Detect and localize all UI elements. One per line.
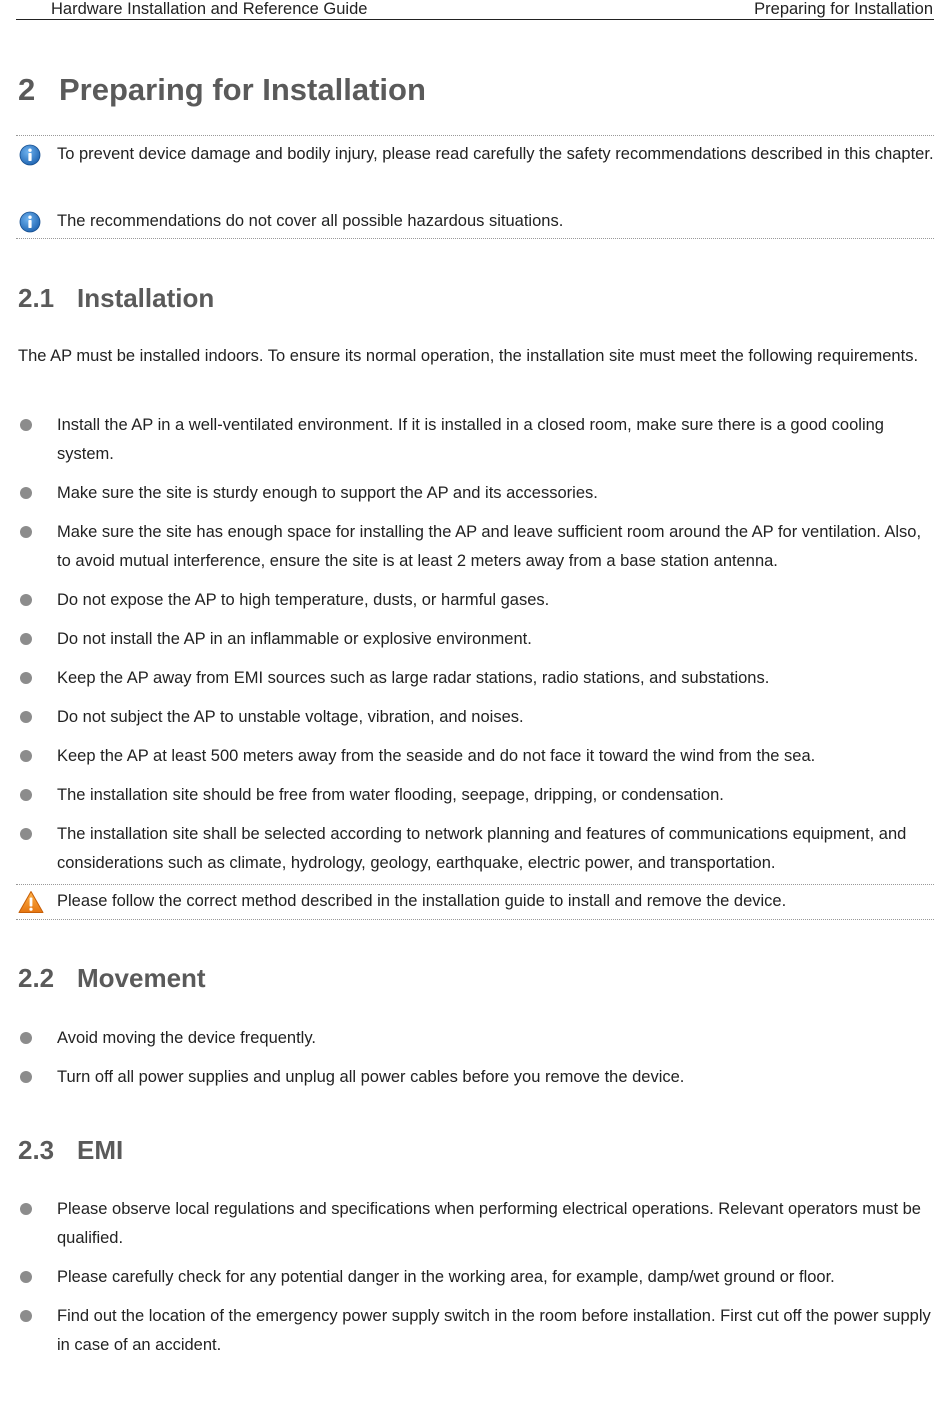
bullet-icon <box>20 1032 32 1044</box>
bullet-icon <box>20 1203 32 1215</box>
list-item-text: Make sure the site has enough space for installing the AP and leave sufficient room around the AP for ventilation. Also, to avoid mutual interference, ensure the site is at least 2 meters away from a base station antenna. <box>57 523 922 570</box>
section-number: 2.1 <box>18 283 55 313</box>
warning-item <box>16 887 934 916</box>
list-item <box>18 411 934 469</box>
list-item <box>18 1063 934 1092</box>
section-heading-movement <box>18 961 206 995</box>
list-item-text: Please carefully check for any potential danger in the working area, for example, damp/wet ground or floor. <box>57 1268 835 1286</box>
bullet-icon <box>20 828 32 840</box>
bullet-icon <box>20 1310 32 1322</box>
list-item-text: Do not subject the AP to unstable voltage, vibration, and noises. <box>57 708 524 726</box>
list-item <box>18 1263 934 1292</box>
bullet-icon <box>20 711 32 723</box>
list-item-text: The installation site shall be selected according to network planning and features of communications equipment, and considerations such as climate, hydrology, geology, earthquake, electric power, and transportation. <box>57 825 907 872</box>
list-item-text: Avoid moving the device frequently. <box>57 1029 316 1047</box>
list-item <box>18 1195 934 1253</box>
header-doc-title: Hardware Installation and Reference Guide <box>51 0 368 18</box>
list-item <box>18 781 934 810</box>
warning-icon <box>18 890 44 914</box>
list-item-text: The installation site should be free from water flooding, seepage, dripping, or condensation. <box>57 786 724 804</box>
list-item-text: Please observe local regulations and specifications when performing electrical operations. Relevant operators must be qualified. <box>57 1200 921 1247</box>
list-item-text: Do not expose the AP to high temperature, dusts, or harmful gases. <box>57 591 550 609</box>
note-item <box>16 207 934 236</box>
list-item-text: Keep the AP away from EMI sources such as large radar stations, radio stations, and substations. <box>57 669 770 687</box>
list-item <box>18 479 934 508</box>
note-text: The recommendations do not cover all possible hazardous situations. <box>57 212 564 230</box>
bullet-icon <box>20 1071 32 1083</box>
list-item-text: Turn off all power supplies and unplug all power cables before you remove the device. <box>57 1068 685 1086</box>
list-item-text: Install the AP in a well-ventilated environment. If it is installed in a closed room, make sure there is a good cooling system. <box>57 416 884 463</box>
bullet-icon <box>20 750 32 762</box>
info-icon <box>19 211 41 233</box>
note-item <box>16 140 934 169</box>
bullet-icon <box>20 672 32 684</box>
note-text: To prevent device damage and bodily injury, please read carefully the safety recommendations described in this chapter. <box>57 145 934 163</box>
section-heading-emi <box>18 1133 123 1167</box>
list-item <box>18 820 934 878</box>
list-item <box>18 703 934 732</box>
section-number: 2.2 <box>18 963 55 993</box>
list-item-text: Do not install the AP in an inflammable or explosive environment. <box>57 630 532 648</box>
warning-text: Please follow the correct method described in the installation guide to install and remove the device. <box>57 892 787 910</box>
list-item-text: Find out the location of the emergency power supply switch in the room before installation. First cut off the power supply in case of an accident. <box>57 1307 931 1354</box>
section-number: 2.3 <box>18 1135 55 1165</box>
list-item <box>18 1302 934 1360</box>
bullet-icon <box>20 789 32 801</box>
header-chapter-title: Preparing for Installation <box>754 0 933 18</box>
bullet-icon <box>20 1271 32 1283</box>
chapter-number: 2 <box>18 72 36 107</box>
section-title: EMI <box>77 1135 124 1165</box>
section-title: Movement <box>77 963 206 993</box>
list-item <box>18 518 934 576</box>
bullet-icon <box>20 594 32 606</box>
section-heading-installation <box>18 281 214 315</box>
list-item <box>18 664 934 693</box>
movement-list <box>18 1024 934 1102</box>
list-item-text: Make sure the site is sturdy enough to support the AP and its accessories. <box>57 484 598 502</box>
list-item <box>18 742 934 771</box>
warning-box <box>16 884 934 920</box>
list-item-text: Keep the AP at least 500 meters away from the seaside and do not face it toward the wind from the sea. <box>57 747 816 765</box>
list-item <box>18 586 934 615</box>
chapter-title: Preparing for Installation <box>59 72 426 107</box>
bullet-icon <box>20 526 32 538</box>
bullet-icon <box>20 487 32 499</box>
running-header <box>16 0 934 20</box>
list-item <box>18 625 934 654</box>
list-item <box>18 1024 934 1053</box>
installation-paragraph: The AP must be installed indoors. To ensure its normal operation, the installation site must meet the following requirements. <box>18 347 919 365</box>
intro-note-box <box>16 135 934 239</box>
bullet-icon <box>20 633 32 645</box>
section-title: Installation <box>77 283 215 313</box>
bullet-icon <box>20 419 32 431</box>
chapter-heading <box>18 70 426 110</box>
info-icon <box>19 144 41 166</box>
emi-list <box>18 1195 934 1370</box>
installation-requirements-list <box>18 411 934 888</box>
